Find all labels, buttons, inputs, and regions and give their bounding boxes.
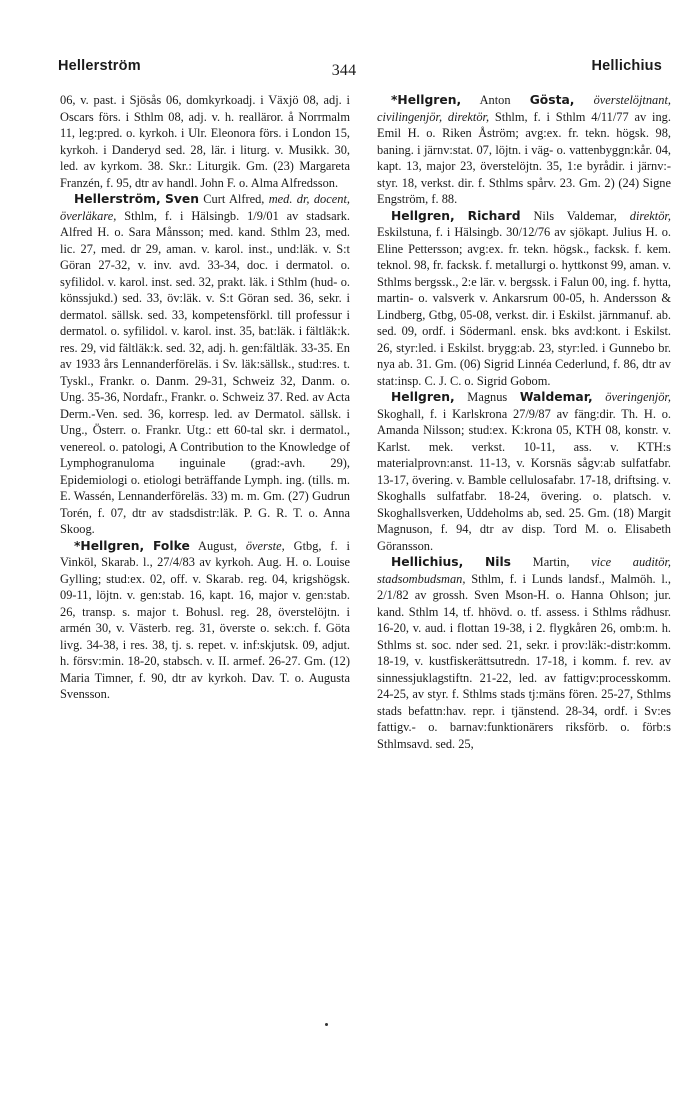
entry-body: Sthlm, f. i Hälsingb. 1/9/01 av stadsark. Alfred H. o. Sara Månsson; med. kand. Sthlm 23, med. lic. 27, med. dr 29, aman. v. karol. inst., und:läk. v. S:t Göran 27-32, v. inv. avd. 33-34, doc. i dermatol. o. syfilidol. v. karol. inst. sed. 32, prakt. läk. i Sthlm (hud- o. könssjukd.) sed. 33, öv:läk. v. S:t Göran sed. 36, sekr. i dermatol. sällsk. sed. 33, kompetensförkl. till professur i dermatol. o. syfilidol. v. karol. inst. 35, bat:läk. i fältläk:k. res. 29, vid fältläk:k. sed. 32, adj. h. gen:fältläk. 33-35. En av 1933 års Lennanderföreläs. i Sv. läk:sällsk., stud:res. t. Tyskl., Frankr. o. Danm. 29-31, Schweiz 32, Danm. o. Ung. 35-36, Nordafr., Frankr. o. Schweiz 37. Red. av Acta Derm.-Ven. sed. 36, korresp. led. av Dermatol. sällsk. i Ung., Österr. o. Frankr. Utg.: ett 60-tal skr. i dermatol., venereol. o. patologi, A Contribution to the Knowledge of Lymphogranuloma inguinale (grad:-avh. 29), Epidemiologi o. etiologi beträffande Lymph. ing. (tills. m. E. Wassén, Lennanderföreläs. 33) m. m. Gm. (27) Gudrun Torén, f. 07, dtr av stadsdistr:läk. P. G. R. T. o. Anna Skoog. <box>60 208 350 536</box>
entry-surname: Hellgren, <box>391 390 455 404</box>
entry-hellgren-folke: *Hellgren, Folke August, överste, Gtbg, f. i Vinköl, Skarab. l., 27/4/83 av kyrkoh. Aug. H. o. Louise Gylling; stud:ex. 02, off. v. Skarab. reg. 04, krigshögsk. 09-11, löjtn. v. gen:stab. 16, kapt. 16, major v. gen:stab. 26, transp. s. major t. Bohusl. reg. 28, överstelöjtn. i armén 30, v. Västerb. reg. 31, överste o. sek:ch. f. Göta livg. 34-38, i res. 38, tj. s. repet. v. inf:skjutsk. 09, adjut. h. försv:min. 18-20, stabsch. v. II. armef. 26-27. Gm. (12) Maria Timner, f. 90, dtr av kyrkoh. Dav. T. o. Augusta Svensson. <box>60 538 350 701</box>
entry-given-name: Folke <box>153 538 190 553</box>
entry-body: Skoghall, f. i Karlskrona 27/9/87 av fäng:dir. Th. H. o. Amanda Nilsson; stud:ex. K:krona 05, KTH 08, konstr. v. Karlst. mek. verkst. 10-11, ass. v. KTH:s materialprovn:anst. 11-13, v. Korsnäs sågv:ab sulfatfabr. 13-17, övering. v. Bamble cellulosafabr. 17-18, driftsing. v. Skoghalls sulfatfabr. 18-24, övering. o. platsch. v. Skoghallsverken, Uddeholms ab, sed. 25. Gm. (18) Margit Magnuson, f. 94, dtr av disp. Tord M. o. Elisabeth Göransson. <box>377 406 671 553</box>
entry-hellgren-richard: Hellgren, Richard Nils Valdemar, direktör, Eskilstuna, f. i Hälsingb. 30/12/76 av sjökapt. Julius H. o. Eline Pettersson; avg:ex. fr. tekn. högsk., facksk. f. kem. teknol. 98, fr. facksk. f. metallurgi o. hyttkonst 99, aman. v. Sthlms bergssk., 2:e lär. v. bergssk. i Falun 00, ing. f. hytta, martin- o. valsverk v. Ankarsrum 00-05, h. Andersson & Lindberg, Gtbg, 05-08, verkst. dir. i Eskilst. järnmanuf. ab. sed. 09, ordf. i Södermanl. ensk. bks avd:kont. i Eskilst. 26, styr:led. i Eskilst. brygg:ab. 23, styr:led. i Gunnebo br. nya ab. 31. Gm. (06) Sigrid Linnéa Cederlund, f. 86, dtr av stat:insp. C. J. C. o. Sigrid Gobom. <box>377 208 671 388</box>
entry-hellichius-nils: Hellichius, Nils Martin, vice auditör, stadsombudsman, Sthlm, f. i Lunds landsf., Malmöh. l., 2/1/82 av grossh. Sven Mson-H. o. Hanna Ohlson; jur. kand. Sthlm 14, tf. hhövd. o. tf. assess. i Sthlms rådhusr. 16-20, v. aud. i flottan 19-38, i 2. flygkåren 26, omb:m. h. Sthlms st. soc. nder sed. 21, sekr. i prov:läk:-distr:komm. 18-19, v. kustfiskerättsutredn. 17-18, i komm. f. rev. av sinnessjuklagstiftn. 21-22, led. av fattigv:processkomm. 24-25, av styr. f. Sthlms stads tj:mäns fören. 25-27, Sthlms stads befattn:hav. repr. i tjänstend. 28-34, ordf. i Sv:es fattigv.- o. barnav:funktionärers riksförb. o. förb:s Sthlmsavd. sed. 25, <box>377 555 671 751</box>
running-head-right: Hellichius <box>591 58 662 74</box>
right-column <box>377 92 671 752</box>
entry-hellerstrom-sven: Hellerström, Sven Curt Alfred, med. dr, docent, överläkare, Sthlm, f. i Hälsingb. 1/9/01 av stadsark. Alfred H. o. Sara Månsson; med. kand. Sthlm 23, med. lic. 27, med. dr 29, aman. v. karol. inst., und:läk. v. S:t Göran 27-32, v. inv. avd. 33-34, doc. i dermatol. o. syfilidol. v. karol. inst. sed. 32, prakt. läk. i Sthlm (hud- o. könssjukd.) sed. 33, öv:läk. v. S:t Göran sed. 36, sekr. i dermatol. sällsk. sed. 33, kompetensförkl. till professur i dermatol. o. syfilidol. v. karol. inst. 35, bat:läk. i fältläk:k. res. 29, vid fältläk:k. sed. 32, adj. h. gen:fältläk. 33-35. En av 1933 års Lennanderföreläs. i Sv. läk:sällsk., stud:res. t. Tyskl., Frankr. o. Danm. 29-31, Schweiz 32, Danm. o. Ung. 35-36, Nordafr., Frankr. o. Schweiz 37. Red. av Acta Derm.-Ven. sed. 36, korresp. led. av Dermatol. sällsk. i Ung., Österr. o. Frankr. Utg.: ett 60-tal skr. i dermatol., venereol. o. patologi, A Contribution to the Knowledge of Lymphogranuloma inguinale (grad:-avh. 29), Epidemiologi o. etiologi beträffande Lymph. ing. (tills. m. E. Wassén, Lennanderföreläs. 33) m. m. Gm. (27) Gudrun Torén, f. 07, dtr av stadsdistr:läk. P. G. R. T. o. Anna Skoog. <box>60 192 350 536</box>
entry-title: med. dr, docent, överläkare, <box>60 192 350 223</box>
entry-hellgren-waldemar: Hellgren, Magnus Waldemar, överingenjör, Skoghall, f. i Karlskrona 27/9/87 av fäng:dir. Th. H. o. Amanda Nilsson; stud:ex. K:krona 05, KTH 08, konstr. v. Karlst. mek. verkst. 10-11, ass. v. KTH:s materialprovn:anst. 11-13, v. Korsnäs sågv:ab sulfatfabr. 13-17, övering. v. Bamble cellulosafabr. 17-18, driftsing. v. Skoghalls sulfatfabr. 18-24, övering. o. platsch. v. Skoghallsverken, Uddeholms ab, sed. 25. Gm. (18) Margit Magnuson, f. 94, dtr av disp. Tord M. o. Elisabeth Göransson. <box>377 390 671 553</box>
page-speck <box>325 1023 328 1026</box>
entry-given-name: Richard <box>467 208 521 223</box>
entry-surname: *Hellgren, <box>74 538 145 553</box>
entry-given-name: Sven <box>165 192 199 206</box>
entry-body: Sthlm, f. i Sthlm 4/11/77 av ing. Emil H. o. Riken Åström; avg:ex. fr. tekn. högsk. 98, baning. i järnv:stat. 07, löjtn. i väg- o. vattenbyggn:kår. 04, kapt. 13, major 23, överstelöjtn. 35, 1:e byrådir. i järnv:-styr. 18, verkst. dir. f. Sthlms spårv. 23. Gm. 2) (24) Signe Engström, f. 88. <box>377 109 671 206</box>
entry-body: Sthlm, f. i Lunds landsf., Malmöh. l., 2/1/82 av grossh. Sven Mson-H. o. Hanna Ohlson; jur. kand. Sthlm 14, tf. hhövd. o. tf. assess. i Sthlms rådhusr. 16-20, v. aud. i flottan 19-38, i 2. flygkåren 26, omb:m. h. Sthlms st. soc. nder sed. 21, sekr. i prov:läk:-distr:komm. 18-19, v. kustfiskerättsutredn. 17-18, i komm. f. rev. av sinnessjuklagstiftn. 21-22, led. av fattigv:processkomm. 24-25, av styr. f. Sthlms stads tj:mäns fören. 25-27, Sthlms stads befattn:hav. repr. i tjänstend. 28-34, ordf. i Sv:es fattigv.- o. barnav:funktionärers riksförb. o. förb:s Sthlmsavd. sed. 25, <box>377 571 671 751</box>
entry-hellerstrom-continuation: 06, v. past. i Sjösås 06, domkyrkoadj. i Växjö 08, adj. i Oscars förs. i Sthlm 08, adj. v. h. realläror. å Norrmalm 11, leg:pred. o. kyrkoh. i Ulr. Eleonora förs. i London 15, kyrkoh. i Danderyd sed. 28, lär. i liturg. v. Musikk. 30, led. av kyrkom. 38. Skr.: Liturgik. Gm. (23) Margareta Franzén, f. 95, dtr av handl. John F. o. Alma Alfredsson. <box>60 93 350 190</box>
entry-title: vice auditör, stadsombudsman, <box>377 555 671 586</box>
page-number: 344 <box>331 62 357 79</box>
entry-body: Gtbg, f. i Vinköl, Skarab. l., 27/4/83 av kyrkoh. Aug. H. o. Louise Gylling; stud:ex. 02, off. v. Skarab. reg. 04, krigshögsk. 09-11, löjtn. v. gen:stab. 16, kapt. 16, major v. gen:stab. 26, transp. s. major t. Bohusl. reg. 28, överstelöjtn. i armén 30, v. Västerb. reg. 31, överste o. sek:ch. f. Göta livg. 34-38, i res. 38, tj. s. repet. v. inf:skjutsk. 09, adjut. h. försv:min. 18-20, stabsch. v. II. armef. 26-27. Gm. (12) Maria Timner, f. 90, dtr av kyrkoh. Dav. T. o. Augusta Svensson. <box>60 538 350 701</box>
entry-given-name: Gösta, <box>529 93 575 107</box>
entry-given-name: Nils <box>484 555 511 569</box>
entry-given-name: Waldemar, <box>519 390 593 404</box>
left-column <box>60 92 350 703</box>
entry-surname: Hellgren, <box>391 208 455 223</box>
entry-title: överste, <box>245 538 285 553</box>
entry-hellgren-gosta: *Hellgren, Anton Gösta, överstelöjtnant, civilingenjör, direktör, Sthlm, f. i Sthlm 4/11/77 av ing. Emil H. o. Riken Åström; avg:ex. fr. tekn. högsk. 98, baning. i järnv:stat. 07, löjtn. i väg- o. vattenbyggn:kår. 04, kapt. 13, major 23, överstelöjtn. 35, 1:e byrådir. i järnv:-styr. 18, verkst. dir. f. Sthlms spårv. 23. Gm. 2) (24) Signe Engström, f. 88. <box>377 93 671 206</box>
entry-body: Eskilstuna, f. i Hälsingb. 30/12/76 av sjökapt. Julius H. o. Eline Pettersson; avg:ex. fr. tekn. högsk., facksk. f. kem. teknol. 98, fr. facksk. f. metallurgi o. hyttkonst 99, aman. v. Sthlms bergssk., 2:e lär. v. bergssk. i Falun 00, ing. f. hytta, martin- o. valsverk v. Ankarsrum 00-05, h. Andersson & Lindberg, Gtbg, 05-08, verkst. dir. i Eskilst. järnmanuf. ab. sed. 09, ordf. i Södermanl. ensk. bks avd:kont. i Eskilst. 26, styr:led. i Eskilst. brygg:ab. 23, styr:led. i Gunnebo br. nya ab. 31. Gm. (06) Sigrid Linnéa Cederlund, f. 86, dtr av stat:insp. C. J. C. o. Sigrid Gobom. <box>377 225 671 388</box>
entry-surname: Hellerström, <box>74 192 161 206</box>
running-head-left: Hellerström <box>58 58 141 74</box>
entry-title: överingenjör, <box>605 390 671 404</box>
entry-surname: Hellichius, <box>391 555 464 569</box>
entry-title: direktör, <box>629 208 671 223</box>
entry-title: överstelöjtnant, civilingenjör, direktör, <box>377 93 671 124</box>
entry-surname: *Hellgren, <box>391 93 462 107</box>
